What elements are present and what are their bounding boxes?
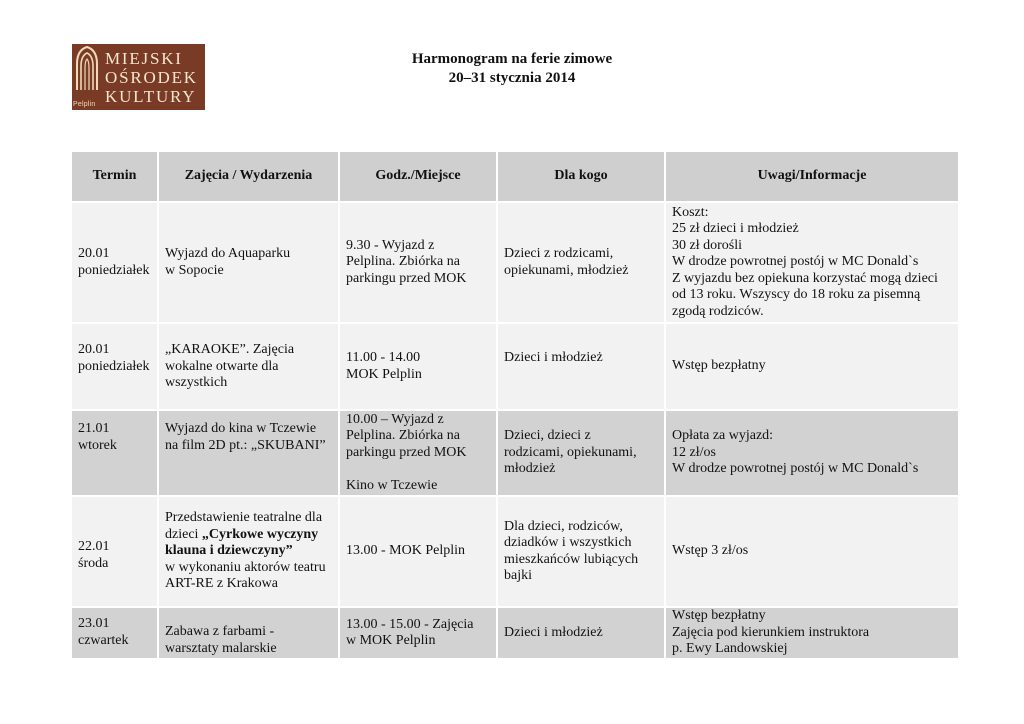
cell-line: ART-RE z Krakowa <box>165 576 278 592</box>
cell-line: 20.01 <box>78 342 110 357</box>
cell-line: Zabawa z farbami - <box>165 624 275 639</box>
cell-line: 10.00 – Wyjazd z <box>346 411 444 427</box>
cell-line: Dzieci i młodzież <box>504 350 603 365</box>
cell-godz <box>339 607 497 659</box>
cell-line: 13.00 - 15.00 - Zajęcia <box>346 616 474 632</box>
event-title-bold: „Cyrkowe wyczyny <box>201 526 319 542</box>
header-termin: Termin <box>71 151 158 202</box>
logo-small-text: Pelplin <box>73 101 96 108</box>
cell-line: Dzieci i młodzież <box>504 624 603 640</box>
header-zajecia: Zajęcia / Wydarzenia <box>158 151 339 202</box>
cell-godz <box>339 496 497 607</box>
cell-line: „KARAOKE”. Zajęcia <box>165 342 295 357</box>
cell-line: W drodze powrotnej postój w MC Donald`s <box>672 254 919 270</box>
cell-uwagi <box>665 607 959 659</box>
cell-line: 23.01 <box>78 616 110 631</box>
title-line-1: Harmonogram na ferie zimowe <box>411 51 613 67</box>
cell-termin <box>71 496 158 607</box>
cell-termin <box>71 607 158 659</box>
cell-line: Kino w Tczewie <box>346 477 438 493</box>
cell-zajecia <box>158 496 339 607</box>
cell-line: poniedziałek <box>78 358 150 374</box>
cell-line: Dzieci z rodzicami, <box>504 246 614 261</box>
cell-line: p. Ewy Landowskiej <box>672 641 788 657</box>
cell-line: dziadków i wszystkich <box>504 535 632 550</box>
document-title <box>0 50 1024 88</box>
cell-line: Wstęp bezpłatny <box>672 358 766 374</box>
cell-dla-kogo <box>497 323 665 410</box>
cell-line <box>165 543 332 560</box>
cell-uwagi <box>665 496 959 607</box>
cell-line: 11.00 - 14.00 <box>346 350 421 365</box>
cell-line: parkingu przed MOK <box>346 444 467 460</box>
cell-line: rodzicami, opiekunami, <box>504 444 637 460</box>
cell-line: 9.30 - Wyjazd z <box>346 237 435 253</box>
cell-line <box>346 461 490 478</box>
cell-line: opiekunami, młodzież <box>504 262 629 278</box>
cell-line: Wstęp bezpłatny <box>672 608 766 624</box>
cell-line: młodzież <box>504 461 556 477</box>
cell-line <box>165 527 332 544</box>
table-row <box>71 496 959 607</box>
cell-line: od 13 roku. Wszyscy do 18 roku za pisemną <box>672 287 921 303</box>
cell-line: wszystkich <box>165 375 228 390</box>
logo-line-2: OŚRODEK <box>105 67 198 87</box>
cell-zajecia <box>158 410 339 496</box>
cell-line: Przedstawienie teatralne dla <box>165 510 323 526</box>
cell-line: w wykonaniu aktorów teatru <box>165 559 326 575</box>
event-title-bold: klauna i dziewczyny” <box>165 543 293 559</box>
table-row <box>71 202 959 323</box>
cell-dla-kogo <box>497 202 665 323</box>
cell-line: Pelplina. Zbiórka na <box>346 254 460 270</box>
logo-line-3: KULTURY <box>105 86 197 106</box>
cell-line: wokalne otwarte dla <box>165 358 279 374</box>
header-uwagi: Uwagi/Informacje <box>665 151 959 202</box>
cell-line: czwartek <box>78 632 129 648</box>
cell-zajecia <box>158 607 339 659</box>
cell-uwagi <box>665 410 959 496</box>
cell-godz <box>339 202 497 323</box>
header-godz: Godz./Miejsce <box>339 151 497 202</box>
cell-line: 22.01 <box>78 539 110 554</box>
cell-line: na film 2D pt.: „SKUBANI” <box>165 437 326 453</box>
cell-line: Pelplina. Zbiórka na <box>346 428 460 444</box>
table-row <box>71 607 959 659</box>
header-dla-kogo: Dla kogo <box>497 151 665 202</box>
cell-line: środa <box>78 555 109 571</box>
cell-line: 20.01 <box>78 246 110 261</box>
cell-line: Dzieci, dzieci z <box>504 428 591 444</box>
cell-dla-kogo <box>497 410 665 496</box>
cell-uwagi <box>665 323 959 410</box>
logo-line-1: MIEJSKI <box>105 48 183 68</box>
cell-godz <box>339 323 497 410</box>
cell-dla-kogo <box>497 496 665 607</box>
cell-zajecia <box>158 323 339 410</box>
cell-line: Zajęcia pod kierunkiem instruktora <box>672 624 870 640</box>
cell-line: Z wyjazdu bez opiekuna korzystać mogą dzieci <box>672 270 938 286</box>
cell-line: w MOK Pelplin <box>346 633 436 648</box>
cell-line: bajki <box>504 568 532 583</box>
cell-godz <box>339 410 497 496</box>
cell-line: poniedziałek <box>78 262 150 278</box>
table-row <box>71 323 959 410</box>
cell-line: w Sopocie <box>165 262 224 278</box>
cell-zajecia <box>158 202 339 323</box>
cell-line: Dla dzieci, rodziców, <box>504 518 623 534</box>
cell-line: warsztaty malarskie <box>165 640 277 656</box>
table-header-row <box>71 151 959 202</box>
cell-line: wtorek <box>78 437 117 453</box>
cell-termin <box>71 202 158 323</box>
schedule-table <box>70 150 960 660</box>
cell-line: 12 zł/os <box>672 444 716 460</box>
cell-line: Koszt: <box>672 204 709 220</box>
cell-line: Wyjazd do Aquaparku <box>165 246 291 261</box>
cell-dla-kogo <box>497 607 665 659</box>
cell-line: 30 zł dorośli <box>672 237 742 253</box>
cell-text: dzieci <box>165 526 202 542</box>
cell-line: mieszkańców lubiących <box>504 551 639 567</box>
cell-termin <box>71 323 158 410</box>
cell-line: MOK Pelplin <box>346 366 422 382</box>
cell-line: 21.01 <box>78 421 110 436</box>
cell-line: zgodą rodziców. <box>672 303 764 319</box>
cell-line: Wstęp 3 zł/os <box>672 543 749 559</box>
cell-line: Wyjazd do kina w Tczewie <box>165 421 317 436</box>
cell-line: Opłata za wyjazd: <box>672 428 774 444</box>
cell-line: 25 zł dzieci i młodzież <box>672 221 799 237</box>
cell-line: W drodze powrotnej postój w MC Donald`s <box>672 461 919 477</box>
cell-line: parkingu przed MOK <box>346 270 467 286</box>
title-line-2: 20–31 stycznia 2014 <box>448 70 576 86</box>
cell-line: 13.00 - MOK Pelplin <box>346 543 465 559</box>
table-row <box>71 410 959 496</box>
cell-termin <box>71 410 158 496</box>
cell-uwagi <box>665 202 959 323</box>
